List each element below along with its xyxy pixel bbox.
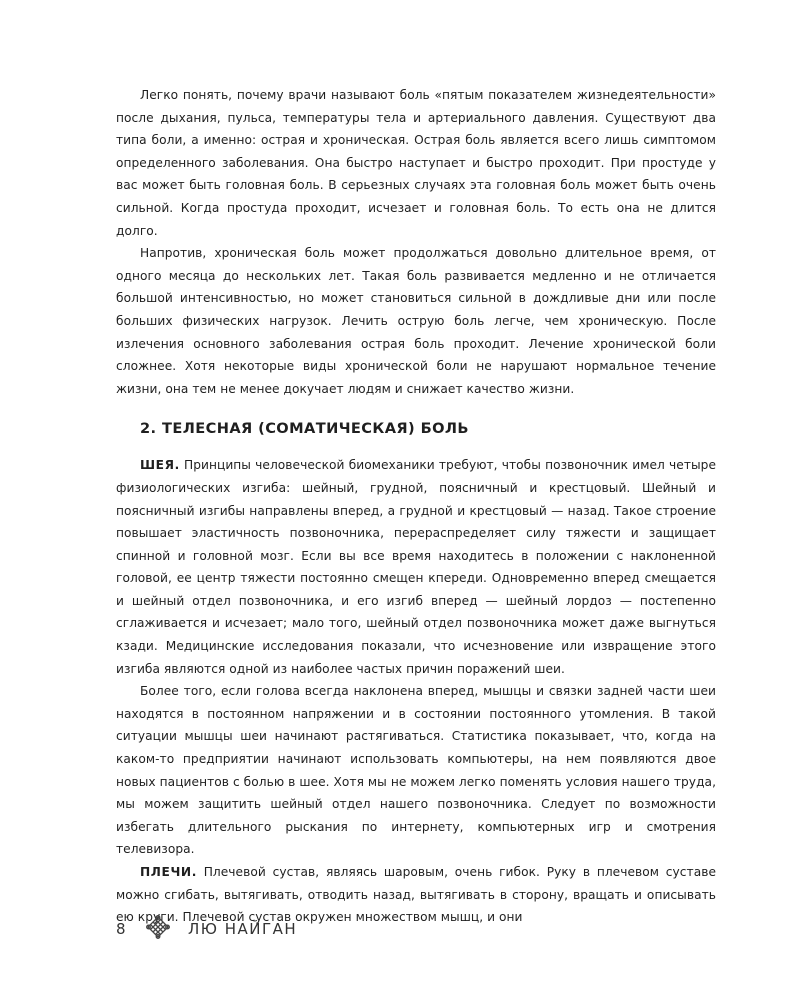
- page-body: [116, 84, 716, 929]
- author-name: ЛЮ НАЙГАН: [188, 920, 298, 938]
- paragraph-neck-1-text: Принципы человеческой биомеханики требуют, чтобы позвоночник имел четыре физиологических изгиба: шейный, грудной, поясничный и крестцовый. Шейный и поясничный изгибы направлены вперед, а грудной и крестцовый — назад. Такое строение повышает эластичность позвоночника, перераспределяет силу тяжести и защищает спинной и головной мозг. Если вы все время находитесь в положении с наклоненной головой, ее центр тяжести постоянно смещен кпереди. Одновременно вперед смещается и шейный отдел позвоночника, и его изгиб вперед — шейный лордоз — постепенно сглаживается и исчезает; мало того, шейный отдел позвоночника может даже выгнуться кзади. Медицинские исследования показали, что исчезновение или извращение этого изгиба являются одной из наиболее частых причин поражений шеи.: [116, 458, 716, 676]
- lead-term-shoulders: ПЛЕЧИ.: [140, 865, 197, 879]
- paragraph-intro-2: Напротив, хроническая боль может продолжаться довольно длительное время, от одного месяца до нескольких лет. Такая боль развивается медленно и не отличается большой интенсивностью, но может становиться сильной в дождливые дни или после больших физических нагрузок. Лечить острую боль легче, чем хроническую. После излечения основного заболевания острая боль проходит. Лечение хронической боли сложнее. Хотя некоторые виды хронической боли не нарушают нормальное течение жизни, она тем не менее докучает людям и снижает качество жизни.: [116, 246, 716, 396]
- paragraph-shoulders-text: Плечевой сустав, являясь шаровым, очень гибок. Руку в плечевом суставе можно сгибать, вытягивать, отводить назад, вытягивать в сторону, вращать и описывать ею круги. Плечевой сустав окружен множеством мышц, и они: [116, 865, 716, 925]
- paragraph-neck-2: Более того, если голова всегда наклонена вперед, мышцы и связки задней части шеи находятся в постоянном напряжении и в состоянии постоянного утомления. В такой ситуации мышцы шеи начинают растягиваться. Статистика показывает, что, когда на каком-то предприятии начинают использовать компьютеры, на нем появляются двое новых пациентов с болью в шее. Хотя мы не можем легко поменять условия нашего труда, мы можем защитить шейный отдел нашего позвоночника. Следует по возможности избегать длительного рыскания по интернету, компьютерных игр и смотрения телевизора.: [116, 684, 716, 857]
- page-footer: [116, 914, 297, 944]
- lead-term-neck: ШЕЯ.: [140, 458, 180, 473]
- section-heading: 2. ТЕЛЕСНАЯ (СОМАТИЧЕСКАЯ) БОЛЬ: [140, 420, 469, 438]
- page-number: 8: [116, 920, 126, 938]
- endless-knot-icon: [146, 915, 188, 943]
- paragraph-intro-1: Легко понять, почему врачи называют боль «пятым показателем жизнедеятельности» после дыхания, пульса, температуры тела и артериального давления. Существуют два типа боли, а именно: острая и хроническая. Острая боль является всего лишь симптомом определенного заболевания. Она быстро наступает и быстро проходит. При простуде у вас может быть головная боль. В серьезных случаях эта головная боль может быть очень сильной. Когда простуда проходит, исчезает и головная боль. То есть она не длится долго.: [116, 88, 716, 238]
- paragraph-neck-1: [116, 454, 716, 680]
